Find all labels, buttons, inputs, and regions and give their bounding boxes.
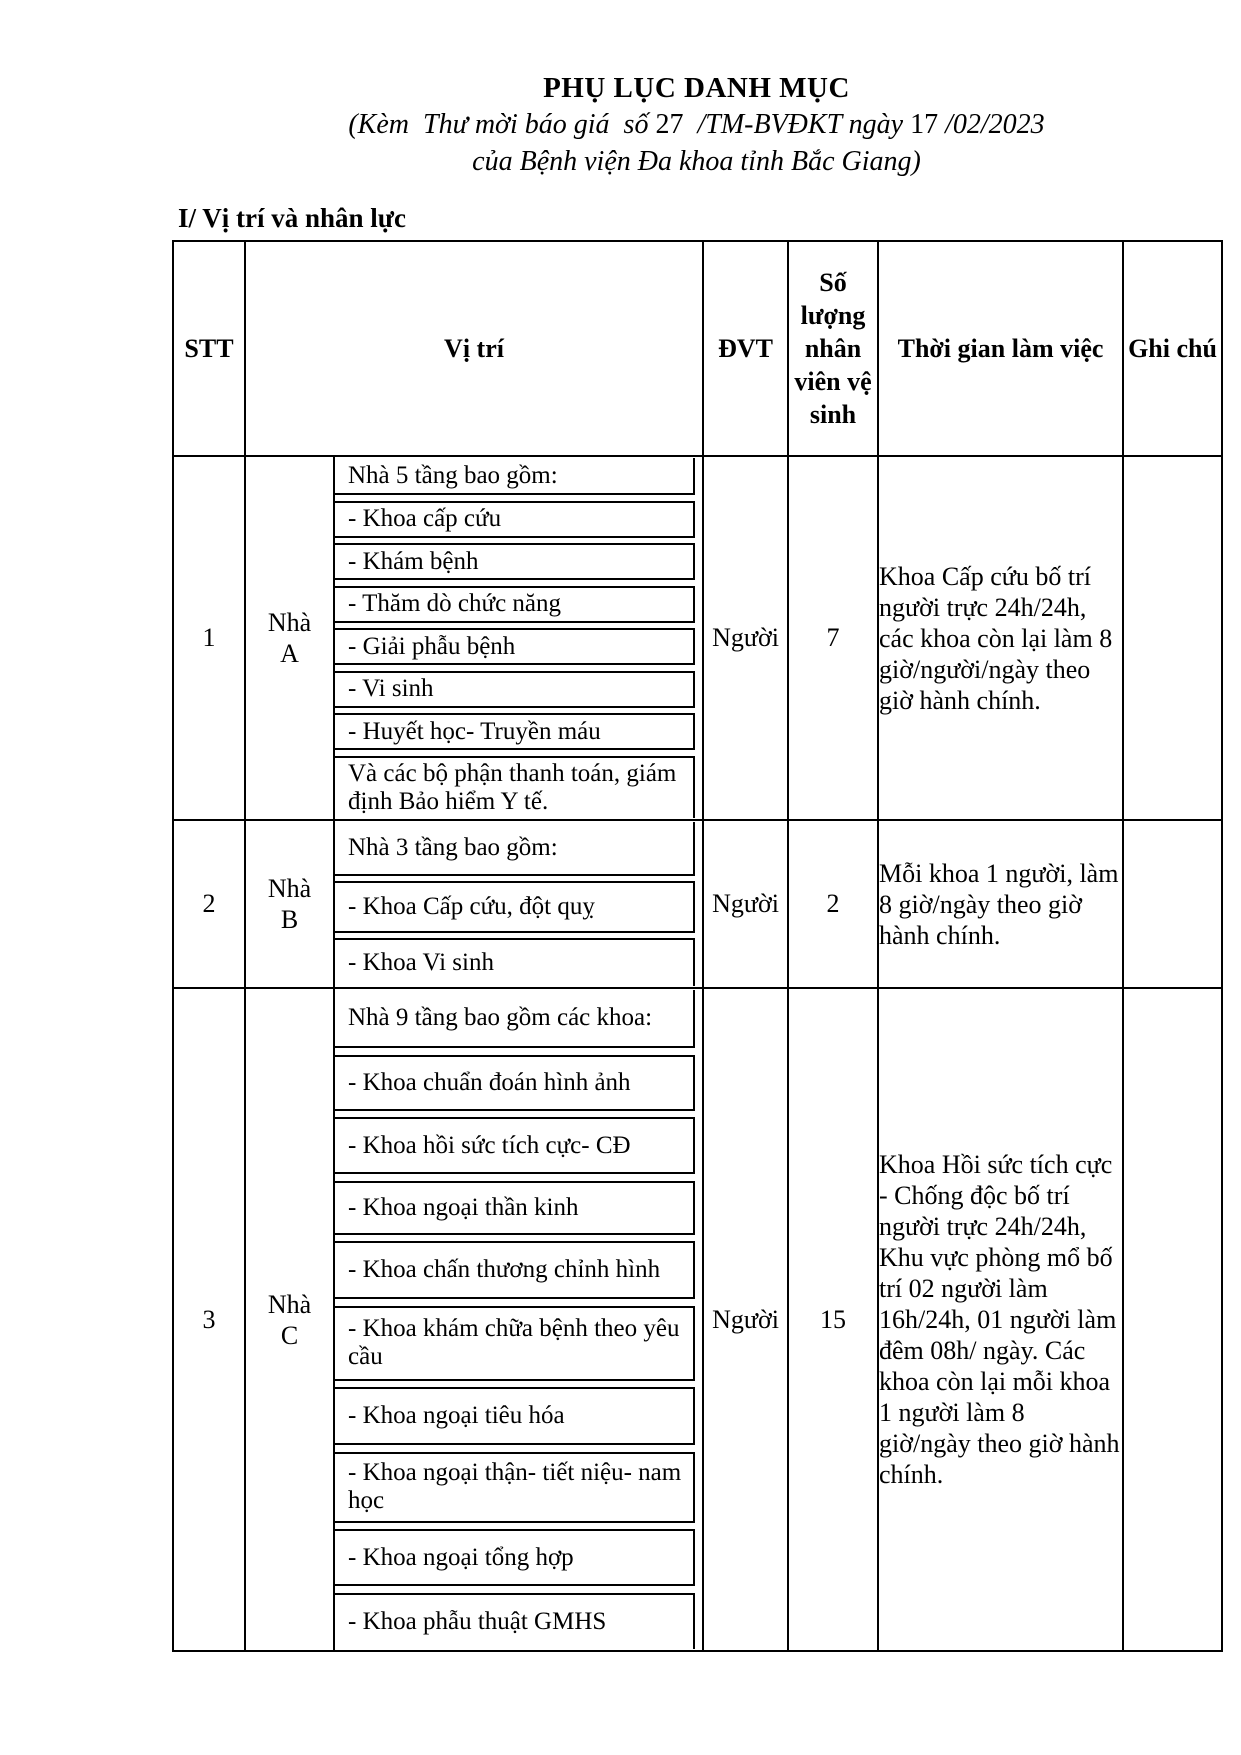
header-staff-count: Số lượng nhân viên vệ sinh [788,241,878,456]
list-item: - Khoa phẫu thuật GMHS [335,1593,695,1649]
list-item: - Vi sinh [335,671,695,708]
table-row [173,456,1222,820]
row2-building [245,820,334,988]
list-item: - Khoa ngoại thận- tiết niệu- nam học [335,1452,695,1523]
row3-list-stack [335,990,695,1649]
header-unit: ĐVT [703,241,788,456]
list-item: - Huyết học- Truyền máu [335,713,695,750]
header-working-time: Thời gian làm việc [878,241,1123,456]
list-item: - Khoa hồi sức tích cực- CĐ [335,1117,695,1174]
list-item: - Khoa Vi sinh [335,938,695,986]
row1-stt: 1 [173,456,245,820]
table-row [173,988,1222,1651]
row2-list-stack [335,822,695,986]
row1-unit: Người [703,456,788,820]
list-item: - Thăm dò chức năng [335,586,695,623]
row3-staff-count: 15 [788,988,878,1651]
list-item: - Khoa ngoại tiêu hóa [335,1387,695,1445]
row3-note [1123,988,1222,1651]
list-item: Nhà 3 tầng bao gồm: [335,822,695,876]
header-position: Vị trí [245,241,703,456]
row2-stt: 2 [173,820,245,988]
list-item: Nhà 5 tầng bao gồm: [335,458,695,495]
subtitle-number-17: 17 [910,109,939,140]
table-header-row [173,241,1222,456]
row1-position-list [334,456,703,820]
row2-unit: Người [703,820,788,988]
row2-position-list [334,820,703,988]
subtitle-number-27: 27 [655,109,684,140]
table-row [173,820,1222,988]
row3-working-time: Khoa Hồi sức tích cực - Chống độc bố trí người trực 24h/24h, Khu vực phòng mổ bố trí 02 người làm 16h/24h, 01 người làm đêm 08h/ ngày. Các khoa còn lại mỗi khoa 1 người làm 8 giờ/ngày theo giờ hành chính. [878,988,1123,1651]
row1-note [1123,456,1222,820]
list-item: - Khoa cấp cứu [335,501,695,538]
list-item: - Khoa chuẩn đoán hình ảnh [335,1055,695,1111]
row1-building-label: Nhà A [267,608,312,668]
row1-building [245,456,334,820]
row3-stt: 3 [173,988,245,1651]
list-item: - Khoa ngoại thần kinh [335,1181,695,1235]
subtitle-part1: (Kèm Thư mời báo giá số [348,109,656,140]
row3-building-label: Nhà C [267,1289,312,1350]
list-item: Và các bộ phận thanh toán, giám định Bảo hiểm Y tế. [335,756,695,818]
row3-unit: Người [703,988,788,1651]
list-item: Nhà 9 tầng bao gồm các khoa: [335,990,695,1048]
list-item: - Giải phẫu bệnh [335,628,695,665]
list-item: - Khoa khám chữa bệnh theo yêu cầu [335,1306,695,1381]
row3-building [245,988,334,1651]
section-heading: I/ Vị trí và nhân lực [178,203,406,233]
page-title: PHỤ LỤC DANH MỤC [543,72,850,104]
list-item: - Khám bệnh [335,543,695,580]
row1-list-stack [335,458,695,818]
header-stt: STT [173,241,245,456]
positions-table [172,240,1223,1652]
document-subtitle-line2: của Bệnh viện Đa khoa tỉnh Bắc Giang) [472,146,921,177]
row2-building-label: Nhà B [267,874,312,934]
row1-staff-count: 7 [788,456,878,820]
row1-working-time: Khoa Cấp cứu bố trí người trực 24h/24h, các khoa còn lại làm 8 giờ/người/ngày theo giờ hành chính. [878,456,1123,820]
header-note: Ghi chú [1123,241,1222,456]
list-item: - Khoa ngoại tổng hợp [335,1529,695,1586]
row2-staff-count: 2 [788,820,878,988]
document-subtitle-line1 [172,106,1221,143]
list-item: - Khoa Cấp cứu, đột quỵ [335,881,695,933]
row2-note [1123,820,1222,988]
subtitle-part3: /02/2023 [938,109,1045,140]
document-heading-block [172,70,1221,180]
list-item: - Khoa chấn thương chỉnh hình [335,1241,695,1299]
row3-position-list [334,988,703,1651]
subtitle-part2: /TM-BVĐKT ngày [683,109,911,140]
row2-working-time: Mỗi khoa 1 người, làm 8 giờ/ngày theo giờ hành chính. [878,820,1123,988]
